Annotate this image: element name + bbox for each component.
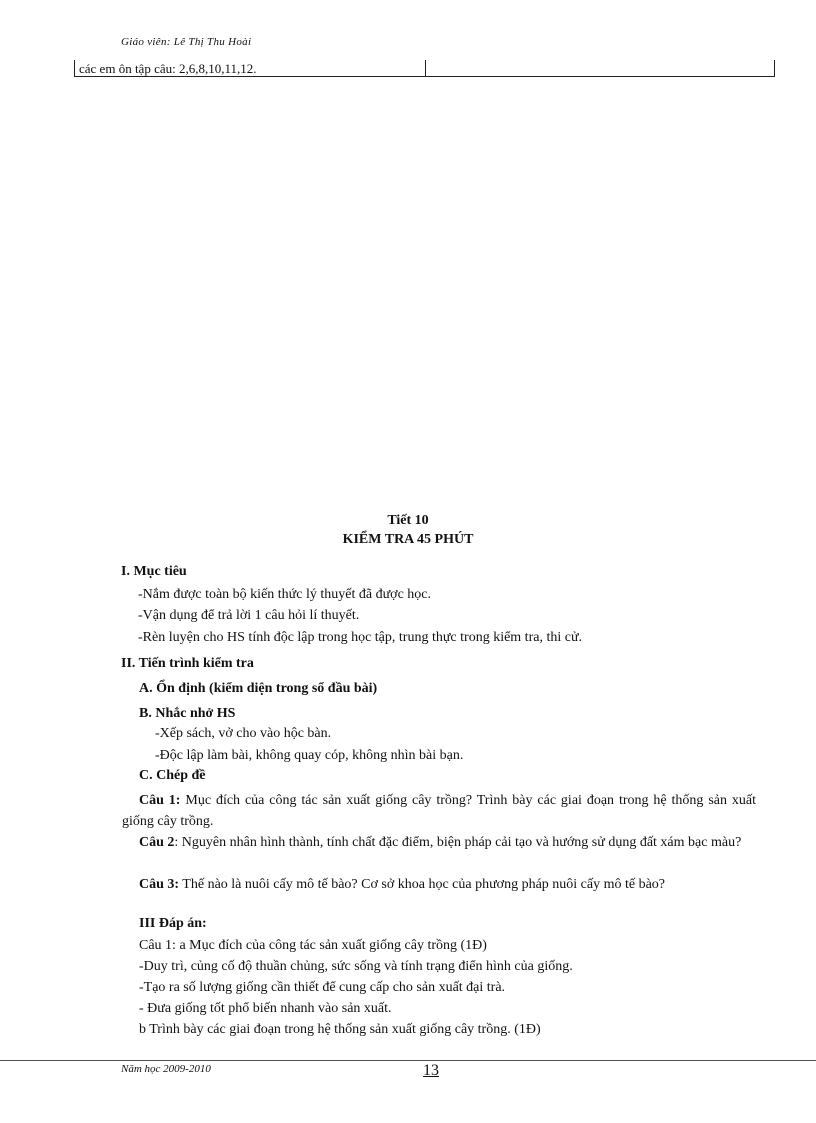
answer-line: -Duy trì, củng cố độ thuần chủng, sức sống và tính trạng điển hình của giống. [139,959,573,974]
objective-item: -Vận dụng để trả lời 1 câu hỏi lí thuyết. [138,608,360,623]
table-divider [425,60,426,76]
question-text: : Nguyên nhân hình thành, tính chất đặc điểm, biện pháp cải tạo và hướng sử dụng đất xám bạc màu? [174,835,742,850]
section2-heading: II. Tiến trình kiểm tra [121,656,254,671]
footer-year: Năm học 2009-2010 [121,1063,211,1075]
lesson-number: Tiết 10 [387,513,429,528]
question-3 [122,874,756,895]
question-1 [122,790,756,832]
section3-heading: III Đáp án: [139,916,207,931]
question-label: Câu 2 [139,835,175,850]
question-label: Câu 1: [139,793,181,808]
page-number: 13 [423,1062,439,1079]
header-teacher: Giáo viên: Lê Thị Thu Hoài [121,36,252,48]
objective-item: -Nắm được toàn bộ kiến thức lý thuyết đã được học. [138,587,431,602]
reminder-item: -Độc lập làm bài, không quay cóp, không nhìn bài bạn. [155,748,464,763]
subsection-b: B. Nhắc nhở HS [139,706,236,721]
objective-item: -Rèn luyện cho HS tính độc lập trong học tập, trung thực trong kiểm tra, thi cử. [138,630,583,645]
answer-line: - Đưa giống tốt phổ biến nhanh vào sản xuất. [139,1001,392,1016]
table-fragment [74,60,775,77]
question-label: Câu 3: [139,877,180,892]
table-cell-text: các em ôn tập câu: 2,6,8,10,11,12. [79,61,257,76]
subsection-a: A. Ổn định (kiểm diện trong sổ đầu bài) [139,681,378,696]
question-text: Thế nào là nuôi cấy mô tế bào? Cơ sở khoa học của phương pháp nuôi cấy mô tế bào? [179,877,666,892]
reminder-item: -Xếp sách, vở cho vào hộc bàn. [155,726,332,741]
subsection-c: C. Chép đề [139,768,206,783]
lesson-title: KIỂM TRA 45 PHÚT [342,532,474,547]
section1-heading: I. Mục tiêu [121,564,187,579]
answer-line: -Tạo ra số lượng giống cần thiết để cung cấp cho sản xuất đại trà. [139,980,506,995]
footer-rule [0,1060,816,1061]
question-2 [122,832,756,853]
answer-line: Câu 1: a Mục đích của công tác sản xuất giống cây trồng (1Đ) [139,938,487,953]
question-text: Mục đích của công tác sản xuất giống cây trồng? Trình bày các giai đoạn trong hệ thống sản xuất giống cây trồng. [122,793,756,829]
answer-line: b Trình bày các giai đoạn trong hệ thống sản xuất giống cây trồng. (1Đ) [139,1022,541,1037]
